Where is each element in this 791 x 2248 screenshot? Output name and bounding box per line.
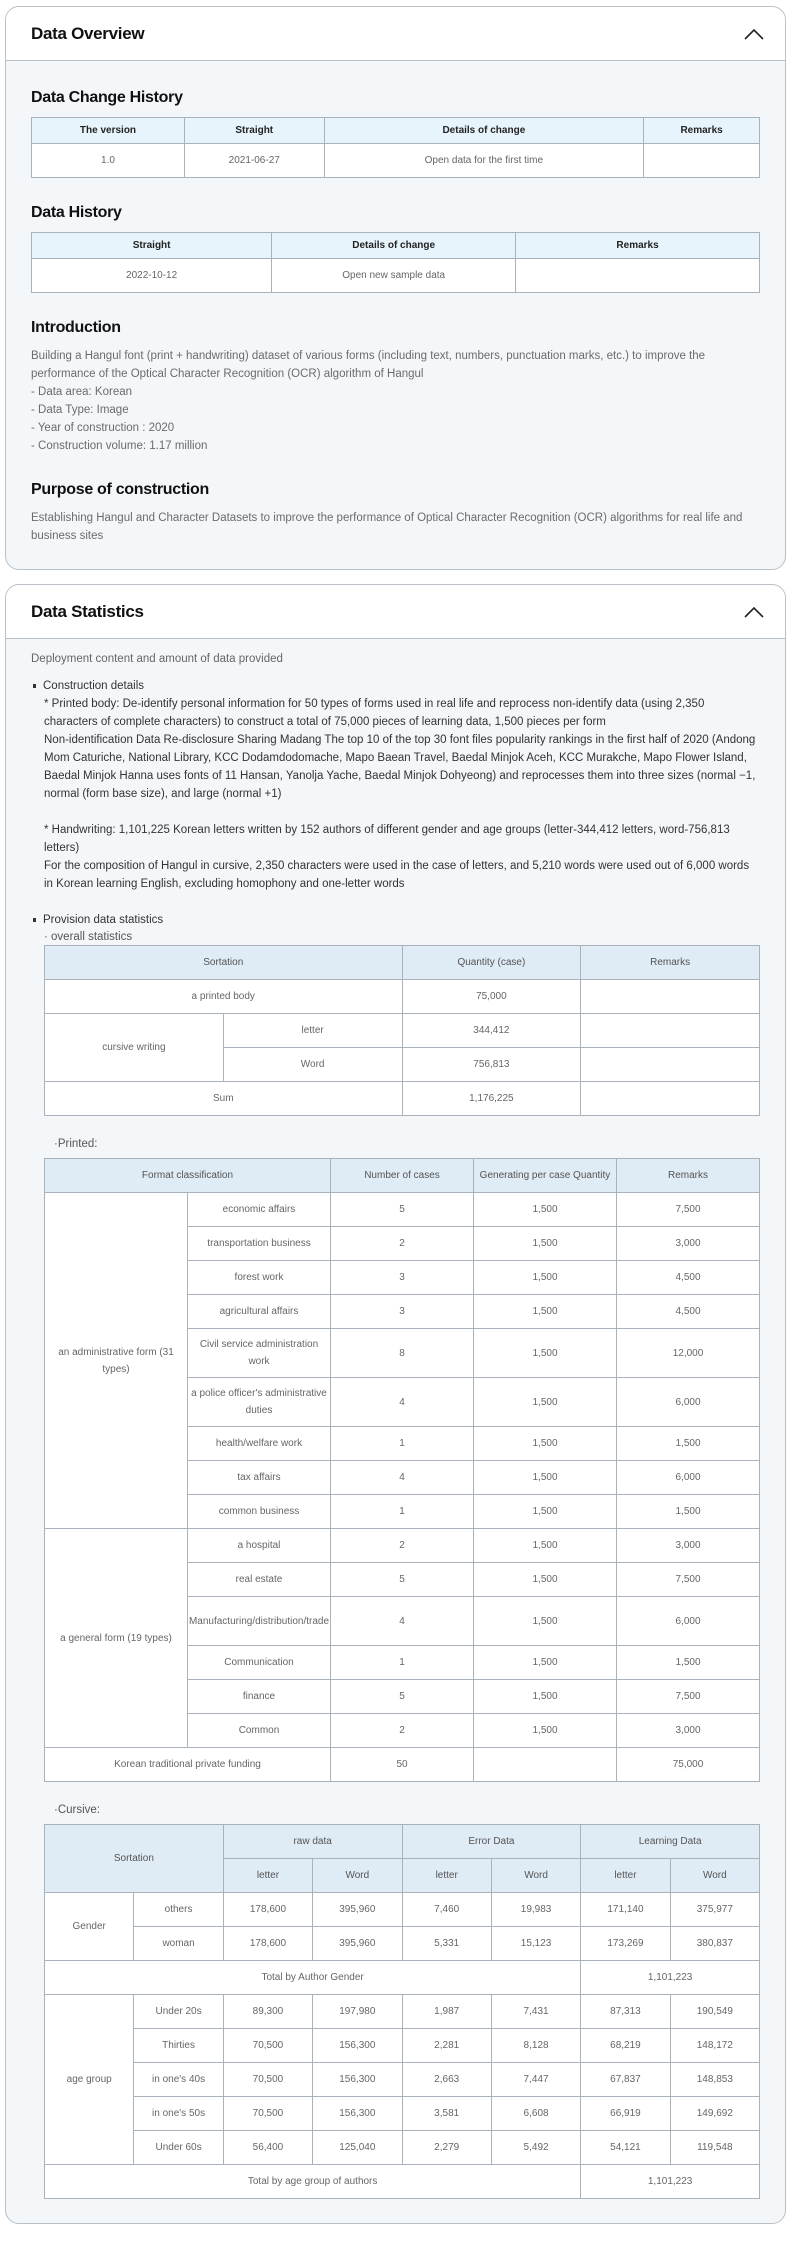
chevron-up-icon[interactable] (743, 605, 765, 619)
data-statistics-header[interactable] (6, 585, 785, 639)
form-type: forest work (188, 1261, 331, 1295)
form-type: a police officer's administrative duties (188, 1378, 331, 1427)
value-cell: 2,279 (402, 2131, 491, 2165)
column-header: Word (670, 1859, 759, 1893)
value-cell: 156,300 (313, 2029, 402, 2063)
bullet-construction (31, 677, 760, 695)
total-value: 1,101,223 (581, 2165, 760, 2199)
column-header: Remarks (516, 233, 760, 259)
quantity-cell: 1,176,225 (402, 1082, 581, 1116)
row-label: woman (134, 1927, 223, 1961)
row-label: Word (223, 1048, 402, 1082)
column-header: letter (402, 1859, 491, 1893)
value-cell: 68,219 (581, 2029, 670, 2063)
per-case-cell: 1,500 (474, 1261, 617, 1295)
panel-title: Data Overview (31, 23, 145, 43)
cases-cell: 4 (331, 1378, 474, 1427)
form-type: Communication (188, 1646, 331, 1680)
value-cell: 7,460 (402, 1893, 491, 1927)
version-cell: 1.0 (32, 144, 185, 178)
value-cell: 375,977 (670, 1893, 759, 1927)
stats-intro: Deployment content and amount of data provided (31, 653, 283, 665)
value-cell: 2,663 (402, 2063, 491, 2097)
value-cell: 125,040 (313, 2131, 402, 2165)
column-header: raw data (223, 1825, 402, 1859)
overall-stats-label: · overall statistics (44, 931, 133, 943)
total-label: Korean traditional private funding (45, 1748, 331, 1782)
data-change-history-section (31, 89, 760, 178)
intro-line: - Data area: Korean (31, 386, 133, 398)
per-case-cell: 1,500 (474, 1193, 617, 1227)
total-label: Total by age group of authors (45, 2165, 581, 2199)
table-row (45, 1014, 760, 1048)
column-header: Learning Data (581, 1825, 760, 1859)
column-header: Details of change (272, 233, 516, 259)
remarks-cell: 1,500 (617, 1495, 760, 1529)
value-cell: 148,853 (670, 2063, 759, 2097)
per-case-cell: 1,500 (474, 1227, 617, 1261)
value-cell: 2,281 (402, 2029, 491, 2063)
data-statistics-panel (5, 584, 786, 2224)
remarks-cell: 4,500 (617, 1261, 760, 1295)
cases-cell: 4 (331, 1597, 474, 1646)
per-case-cell: 1,500 (474, 1427, 617, 1461)
change-history-table (31, 117, 760, 178)
value-cell: 178,600 (223, 1893, 312, 1927)
row-label: others (134, 1893, 223, 1927)
value-cell: 148,172 (670, 2029, 759, 2063)
table-row (32, 259, 760, 293)
value-cell: 3,581 (402, 2097, 491, 2131)
cases-cell: 1 (331, 1646, 474, 1680)
column-header: Remarks (617, 1159, 760, 1193)
value-cell: 54,121 (581, 2131, 670, 2165)
cases-cell: 50 (331, 1748, 474, 1782)
column-header: Format classification (45, 1159, 331, 1193)
cases-cell: 3 (331, 1261, 474, 1295)
handwriting-desc-2: For the composition of Hangul in cursive, 2,350 characters were used in the case of letters, and 5,210 words were used out of 6,000 words in Korean learning English, excluding homophony and one-letter words (44, 860, 750, 890)
per-case-cell: 1,500 (474, 1529, 617, 1563)
form-type: Manufacturing/distribution/trade (188, 1597, 331, 1646)
quantity-cell: 344,412 (402, 1014, 581, 1048)
value-cell: 395,960 (313, 1927, 402, 1961)
column-header: Error Data (402, 1825, 581, 1859)
value-cell: 7,447 (491, 2063, 580, 2097)
remarks-cell: 6,000 (617, 1378, 760, 1427)
bullet-provision (31, 911, 760, 929)
row-group-label: Gender (45, 1893, 134, 1961)
cases-cell: 1 (331, 1495, 474, 1529)
value-cell: 119,548 (670, 2131, 759, 2165)
row-label: letter (223, 1014, 402, 1048)
per-case-cell: 1,500 (474, 1646, 617, 1680)
form-type: health/welfare work (188, 1427, 331, 1461)
remarks-cell (581, 1014, 760, 1048)
row-label: in one's 40s (134, 2063, 223, 2097)
value-cell: 15,123 (491, 1927, 580, 1961)
row-group-label: cursive writing (45, 1014, 224, 1082)
bullet-icon (31, 677, 43, 695)
handwriting-desc: * Handwriting: 1,101,225 Korean letters written by 152 authors of different gender and age groups (letter-344,412 letters, word-756,813 letters) (44, 824, 730, 854)
bullet-icon (31, 911, 43, 929)
bullet-label: Provision data statistics (43, 914, 164, 926)
value-cell: 66,919 (581, 2097, 670, 2131)
remarks-cell: 3,000 (617, 1529, 760, 1563)
cases-cell: 3 (331, 1295, 474, 1329)
column-header: Sortation (45, 1825, 224, 1893)
row-group-label: a general form (19 types) (45, 1529, 188, 1748)
quantity-cell: 756,813 (402, 1048, 581, 1082)
chevron-up-icon[interactable] (743, 27, 765, 41)
value-cell: 89,300 (223, 1995, 312, 2029)
section-title: Data Change History (31, 89, 183, 106)
row-group-label: an administrative form (31 types) (45, 1193, 188, 1529)
remarks-cell (581, 1048, 760, 1082)
value-cell: 70,500 (223, 2029, 312, 2063)
value-cell: 70,500 (223, 2097, 312, 2131)
table-row (45, 2063, 760, 2097)
date-cell: 2022-10-12 (32, 259, 272, 293)
cases-cell: 8 (331, 1329, 474, 1378)
table-row (45, 1529, 760, 1563)
per-case-cell: 1,500 (474, 1563, 617, 1597)
column-header: Number of cases (331, 1159, 474, 1193)
column-header: Remarks (581, 946, 760, 980)
intro-line: - Construction volume: 1.17 million (31, 440, 208, 452)
value-cell: 395,960 (313, 1893, 402, 1927)
per-case-cell: 1,500 (474, 1329, 617, 1378)
value-cell: 149,692 (670, 2097, 759, 2131)
intro-text: Building a Hangul font (print + handwriting) dataset of various forms (including text, numbers, punctuation marks, etc.) to improve the performance of the Optical Character Recognition (OCR) algorithm of Hangul (31, 350, 706, 380)
total-row (45, 1961, 760, 1995)
column-header: Remarks (644, 118, 760, 144)
total-label: Total by Author Gender (45, 1961, 581, 1995)
table-row (32, 144, 760, 178)
printed-label: ·Printed: (54, 1138, 98, 1150)
row-label: Under 20s (134, 1995, 223, 2029)
remarks-cell: 3,000 (617, 1714, 760, 1748)
remarks-cell: 7,500 (617, 1563, 760, 1597)
table-row (45, 1082, 760, 1116)
printed-desc-2: Non-identification Data Re-disclosure Sharing Madang The top 10 of the top 30 font files popularity rankings in the first half of 2020 (Andong Mom Caturiche, National Library, KCC Dodamdodomache, Mapo Baean Travel, Baedal Minjok Aceh, KCC Murakche, Mapo Flower Island, Baedal Minjok Hanna uses fonts of 11 Hansan, Yanolja Yache, Baedal Minjok Dohyeong) and reprocesses them into three sizes (normal −1, normal (form base size), and large (normal +1) (44, 734, 756, 800)
intro-line: - Year of construction : 2020 (31, 422, 175, 434)
purpose-text: Establishing Hangul and Character Datasets to improve the performance of Optical Character Recognition (OCR) algorithms for real life and business sites (31, 512, 743, 542)
overall-statistics-table (44, 945, 760, 1116)
form-type: Civil service administration work (188, 1329, 331, 1378)
row-label: in one's 50s (134, 2097, 223, 2131)
panel-title: Data Statistics (31, 601, 144, 621)
per-case-cell (474, 1748, 617, 1782)
column-header: letter (581, 1859, 670, 1893)
section-title: Data History (31, 204, 122, 221)
remarks-cell: 12,000 (617, 1329, 760, 1378)
remarks-cell: 75,000 (617, 1748, 760, 1782)
column-header: Word (491, 1859, 580, 1893)
cases-cell: 4 (331, 1461, 474, 1495)
value-cell: 70,500 (223, 2063, 312, 2097)
printed-statistics-table (44, 1158, 760, 1782)
table-row (45, 1193, 760, 1227)
row-label: Thirties (134, 2029, 223, 2063)
cursive-statistics-table (44, 1824, 760, 2199)
column-header: Straight (32, 233, 272, 259)
table-row (45, 2029, 760, 2063)
row-label: a printed body (45, 980, 403, 1014)
table-row (45, 2131, 760, 2165)
purpose-section (31, 481, 760, 545)
table-row (45, 1927, 760, 1961)
table-row (45, 980, 760, 1014)
value-cell: 6,608 (491, 2097, 580, 2131)
section-title: Purpose of construction (31, 481, 209, 498)
value-cell: 8,128 (491, 2029, 580, 2063)
remarks-cell: 4,500 (617, 1295, 760, 1329)
cases-cell: 2 (331, 1227, 474, 1261)
cursive-label: ·Cursive: (54, 1804, 101, 1816)
per-case-cell: 1,500 (474, 1295, 617, 1329)
column-header: Generating per case Quantity (474, 1159, 617, 1193)
column-header: The version (32, 118, 185, 144)
value-cell: 156,300 (313, 2097, 402, 2131)
data-history-section (31, 204, 760, 293)
table-row (45, 2097, 760, 2131)
data-overview-panel (5, 6, 786, 570)
value-cell: 173,269 (581, 1927, 670, 1961)
value-cell: 5,331 (402, 1927, 491, 1961)
value-cell: 156,300 (313, 2063, 402, 2097)
table-row (45, 1995, 760, 2029)
table-row (45, 1893, 760, 1927)
remarks-cell (644, 144, 760, 178)
per-case-cell: 1,500 (474, 1680, 617, 1714)
remarks-cell: 6,000 (617, 1597, 760, 1646)
value-cell: 56,400 (223, 2131, 312, 2165)
remarks-cell: 7,500 (617, 1193, 760, 1227)
cases-cell: 5 (331, 1563, 474, 1597)
remarks-cell: 1,500 (617, 1646, 760, 1680)
cases-cell: 5 (331, 1680, 474, 1714)
column-header: letter (223, 1859, 312, 1893)
row-label: Sum (45, 1082, 403, 1116)
remarks-cell: 3,000 (617, 1227, 760, 1261)
value-cell: 87,313 (581, 1995, 670, 2029)
total-row (45, 2165, 760, 2199)
total-row (45, 1748, 760, 1782)
value-cell: 7,431 (491, 1995, 580, 2029)
cases-cell: 2 (331, 1714, 474, 1748)
value-cell: 197,980 (313, 1995, 402, 2029)
column-header: Word (313, 1859, 402, 1893)
per-case-cell: 1,500 (474, 1461, 617, 1495)
value-cell: 171,140 (581, 1893, 670, 1927)
cases-cell: 2 (331, 1529, 474, 1563)
row-group-label: age group (45, 1995, 134, 2165)
remarks-cell (516, 259, 760, 293)
total-value: 1,101,223 (581, 1961, 760, 1995)
form-type: economic affairs (188, 1193, 331, 1227)
details-cell: Open data for the first time (324, 144, 644, 178)
date-cell: 2021-06-27 (184, 144, 324, 178)
column-header: Details of change (324, 118, 644, 144)
data-history-table (31, 232, 760, 293)
form-type: real estate (188, 1563, 331, 1597)
value-cell: 5,492 (491, 2131, 580, 2165)
form-type: Common (188, 1714, 331, 1748)
per-case-cell: 1,500 (474, 1597, 617, 1646)
row-label: Under 60s (134, 2131, 223, 2165)
introduction-section (31, 319, 760, 455)
form-type: agricultural affairs (188, 1295, 331, 1329)
per-case-cell: 1,500 (474, 1714, 617, 1748)
details-cell: Open new sample data (272, 259, 516, 293)
value-cell: 190,549 (670, 1995, 759, 2029)
form-type: common business (188, 1495, 331, 1529)
remarks-cell: 1,500 (617, 1427, 760, 1461)
data-overview-header[interactable] (6, 7, 785, 61)
remarks-cell (581, 980, 760, 1014)
per-case-cell: 1,500 (474, 1495, 617, 1529)
cases-cell: 1 (331, 1427, 474, 1461)
per-case-cell: 1,500 (474, 1378, 617, 1427)
value-cell: 380,837 (670, 1927, 759, 1961)
column-header: Straight (184, 118, 324, 144)
quantity-cell: 75,000 (402, 980, 581, 1014)
value-cell: 67,837 (581, 2063, 670, 2097)
value-cell: 178,600 (223, 1927, 312, 1961)
section-title: Introduction (31, 319, 121, 336)
printed-desc: * Printed body: De-identify personal information for 50 types of forms used in real life and reprocess non-identify data (using 2,350 characters of complete characters) to construct a total of 75,000 pieces of learning data, 1,500 pieces per form (44, 698, 705, 728)
column-header: Quantity (case) (402, 946, 581, 980)
value-cell: 19,983 (491, 1893, 580, 1927)
form-type: tax affairs (188, 1461, 331, 1495)
value-cell: 1,987 (402, 1995, 491, 2029)
remarks-cell: 6,000 (617, 1461, 760, 1495)
remarks-cell: 7,500 (617, 1680, 760, 1714)
remarks-cell (581, 1082, 760, 1116)
form-type: finance (188, 1680, 331, 1714)
column-header: Sortation (45, 946, 403, 980)
form-type: transportation business (188, 1227, 331, 1261)
cases-cell: 5 (331, 1193, 474, 1227)
intro-line: - Data Type: Image (31, 404, 129, 416)
bullet-label: Construction details (43, 680, 144, 692)
form-type: a hospital (188, 1529, 331, 1563)
